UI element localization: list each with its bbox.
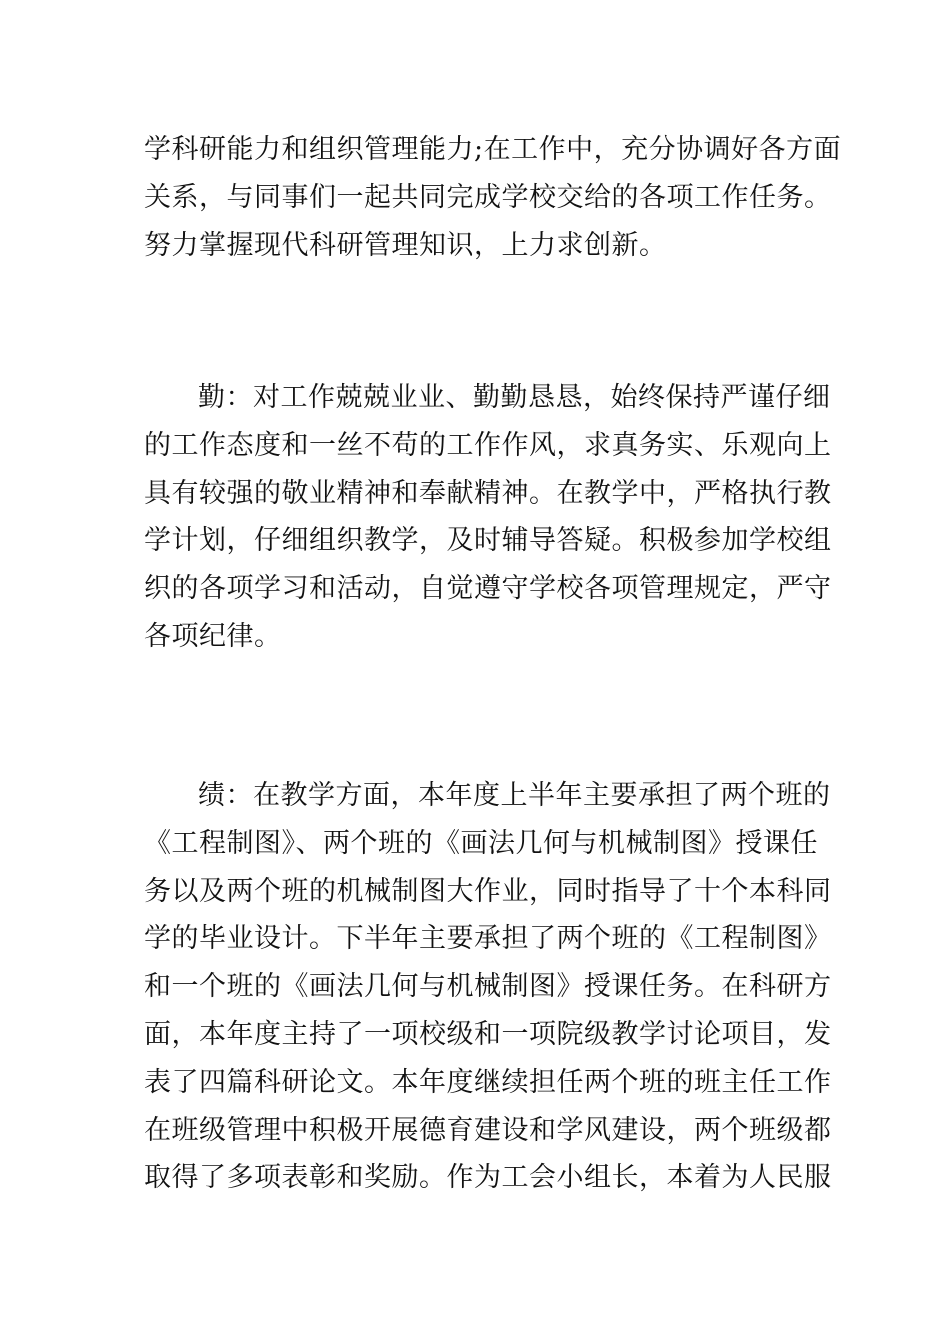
text-line: 关系，与同事们一起共同完成学校交给的各项工作任务。	[144, 181, 832, 213]
text-line: 取得了多项表彰和奖励。作为工会小组长，本着为人民服	[144, 1162, 832, 1194]
text-line: 和一个班的《画法几何与机械制图》授课任务。在科研方	[144, 971, 832, 1003]
text-line: 在班级管理中积极开展德育建设和学风建设，两个班级都	[144, 1114, 832, 1146]
text-line: 具有较强的敬业精神和奉献精神。在教学中，严格执行教	[144, 477, 832, 509]
text-line: 学计划，仔细组织教学，及时辅导答疑。积极参加学校组	[144, 525, 832, 557]
text-line: 务以及两个班的机械制图大作业，同时指导了十个本科同	[144, 875, 832, 907]
paragraph-research-management	[144, 126, 842, 269]
paragraph-achievements	[144, 772, 832, 1202]
text-line: 《工程制图》、两个班的《画法几何与机械制图》授课任	[144, 827, 818, 859]
text-line: 绩：在教学方面，本年度上半年主要承担了两个班的	[198, 780, 831, 811]
text-line: 努力掌握现代科研管理知识，上力求创新。	[144, 229, 667, 261]
text-line: 学的毕业设计。下半年主要承担了两个班的《工程制图》	[144, 923, 832, 955]
text-line: 学科研能力和组织管理能力;在工作中，充分协调好各方面	[144, 134, 842, 165]
paragraph-diligence	[144, 374, 832, 661]
text-line: 勤：对工作兢兢业业、勤勤恳恳，始终保持严谨仔细	[198, 382, 831, 413]
text-line: 各项纪律。	[144, 620, 282, 652]
text-line: 表了四篇科研论文。本年度继续担任两个班的班主任工作	[144, 1066, 832, 1098]
text-line: 织的各项学习和活动，自觉遵守学校各项管理规定，严守	[144, 573, 832, 605]
text-line: 面，本年度主持了一项校级和一项院级教学讨论项目，发	[144, 1018, 832, 1050]
text-line: 的工作态度和一丝不苟的工作作风，求真务实、乐观向上	[144, 429, 832, 461]
